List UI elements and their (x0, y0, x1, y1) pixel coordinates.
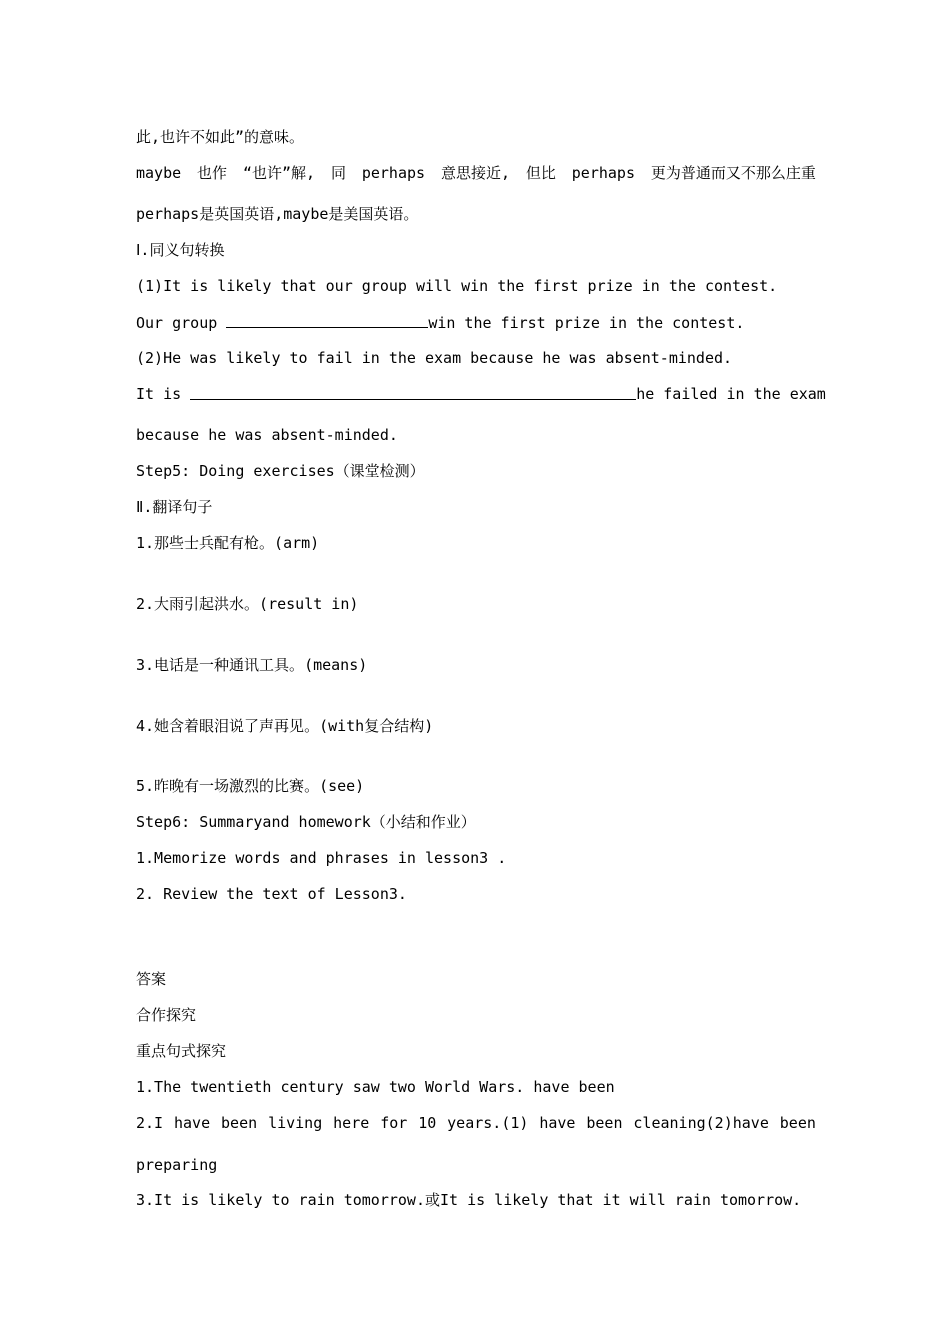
text-line: 此,也许不如此”的意味。 (136, 128, 305, 146)
word: 也作 (197, 164, 228, 182)
word: 同 (330, 164, 346, 182)
answers-heading: 答案 (136, 970, 167, 988)
section-heading: Ⅰ.同义句转换 (136, 241, 225, 259)
step-heading: Step6: Summaryand homework（小结和作业） (136, 813, 476, 831)
word: for (380, 1114, 408, 1132)
maybe-perhaps-note (136, 163, 816, 183)
word: been (221, 1114, 258, 1132)
word: 2.I (136, 1114, 164, 1132)
word: “也许”解, (242, 164, 316, 182)
homework-item: 1.Memorize words and phrases in lesson3 . (136, 849, 507, 867)
translate-item: 1.那些士兵配有枪。(arm) (136, 534, 320, 552)
word: 意思接近, (440, 164, 510, 182)
word: have (174, 1114, 211, 1132)
answer-item (136, 1113, 816, 1133)
answers-subheading: 合作探究 (136, 1006, 197, 1024)
answer-line-2 (136, 384, 826, 404)
word: been (586, 1114, 623, 1132)
word: 但比 (525, 164, 556, 182)
word: maybe (136, 164, 182, 182)
translate-item: 4.她含着眼泪说了声再见。(with复合结构) (136, 717, 434, 735)
word: perhaps (361, 164, 426, 182)
homework-item: 2. Review the text of Lesson3. (136, 885, 407, 903)
word: perhaps (571, 164, 635, 182)
answer-item-cont: preparing (136, 1156, 218, 1174)
text-line: perhaps是英国英语,maybe是美国英语。 (136, 205, 419, 223)
translate-item: 2.大雨引起洪水。(result in) (136, 595, 359, 613)
step-heading: Step5: Doing exercises（课堂检测） (136, 462, 425, 480)
answer-prefix: Our group (136, 314, 227, 332)
word: living (268, 1114, 323, 1132)
answer-item: 3.It is likely to rain tomorrow.或It is likely that it will rain tomorrow. (136, 1191, 802, 1209)
translate-item: 3.电话是一种通讯工具。(means) (136, 656, 368, 674)
answer-suffix: he failed in the exam (636, 385, 826, 403)
question-2: (2)He was likely to fail in the exam because he was absent-minded. (136, 349, 733, 367)
word: 10 (418, 1114, 437, 1132)
word: have (539, 1114, 576, 1132)
word: here (333, 1114, 370, 1132)
translate-item: 5.昨晚有一场激烈的比赛。(see) (136, 777, 365, 795)
fill-blank[interactable] (190, 384, 636, 400)
answer-prefix: It is (136, 385, 191, 403)
section-heading: Ⅱ.翻译句子 (136, 498, 213, 516)
answer-suffix: win the first prize in the contest. (428, 314, 745, 332)
answer-item: 1.The twentieth century saw two World Wars. have been (136, 1078, 615, 1096)
word: 更为普通而又不那么庄重 (650, 164, 816, 182)
word: years.(1) (447, 1114, 529, 1132)
word: been (779, 1114, 816, 1132)
word: cleaning(2)have (633, 1114, 769, 1132)
fill-blank[interactable] (226, 312, 428, 328)
answer-line-1 (136, 312, 816, 333)
answer-line-2-cont: because he was absent-minded. (136, 426, 398, 444)
answers-subheading: 重点句式探究 (136, 1042, 227, 1060)
question-1: (1)It is likely that our group will win the first prize in the contest. (136, 277, 778, 295)
